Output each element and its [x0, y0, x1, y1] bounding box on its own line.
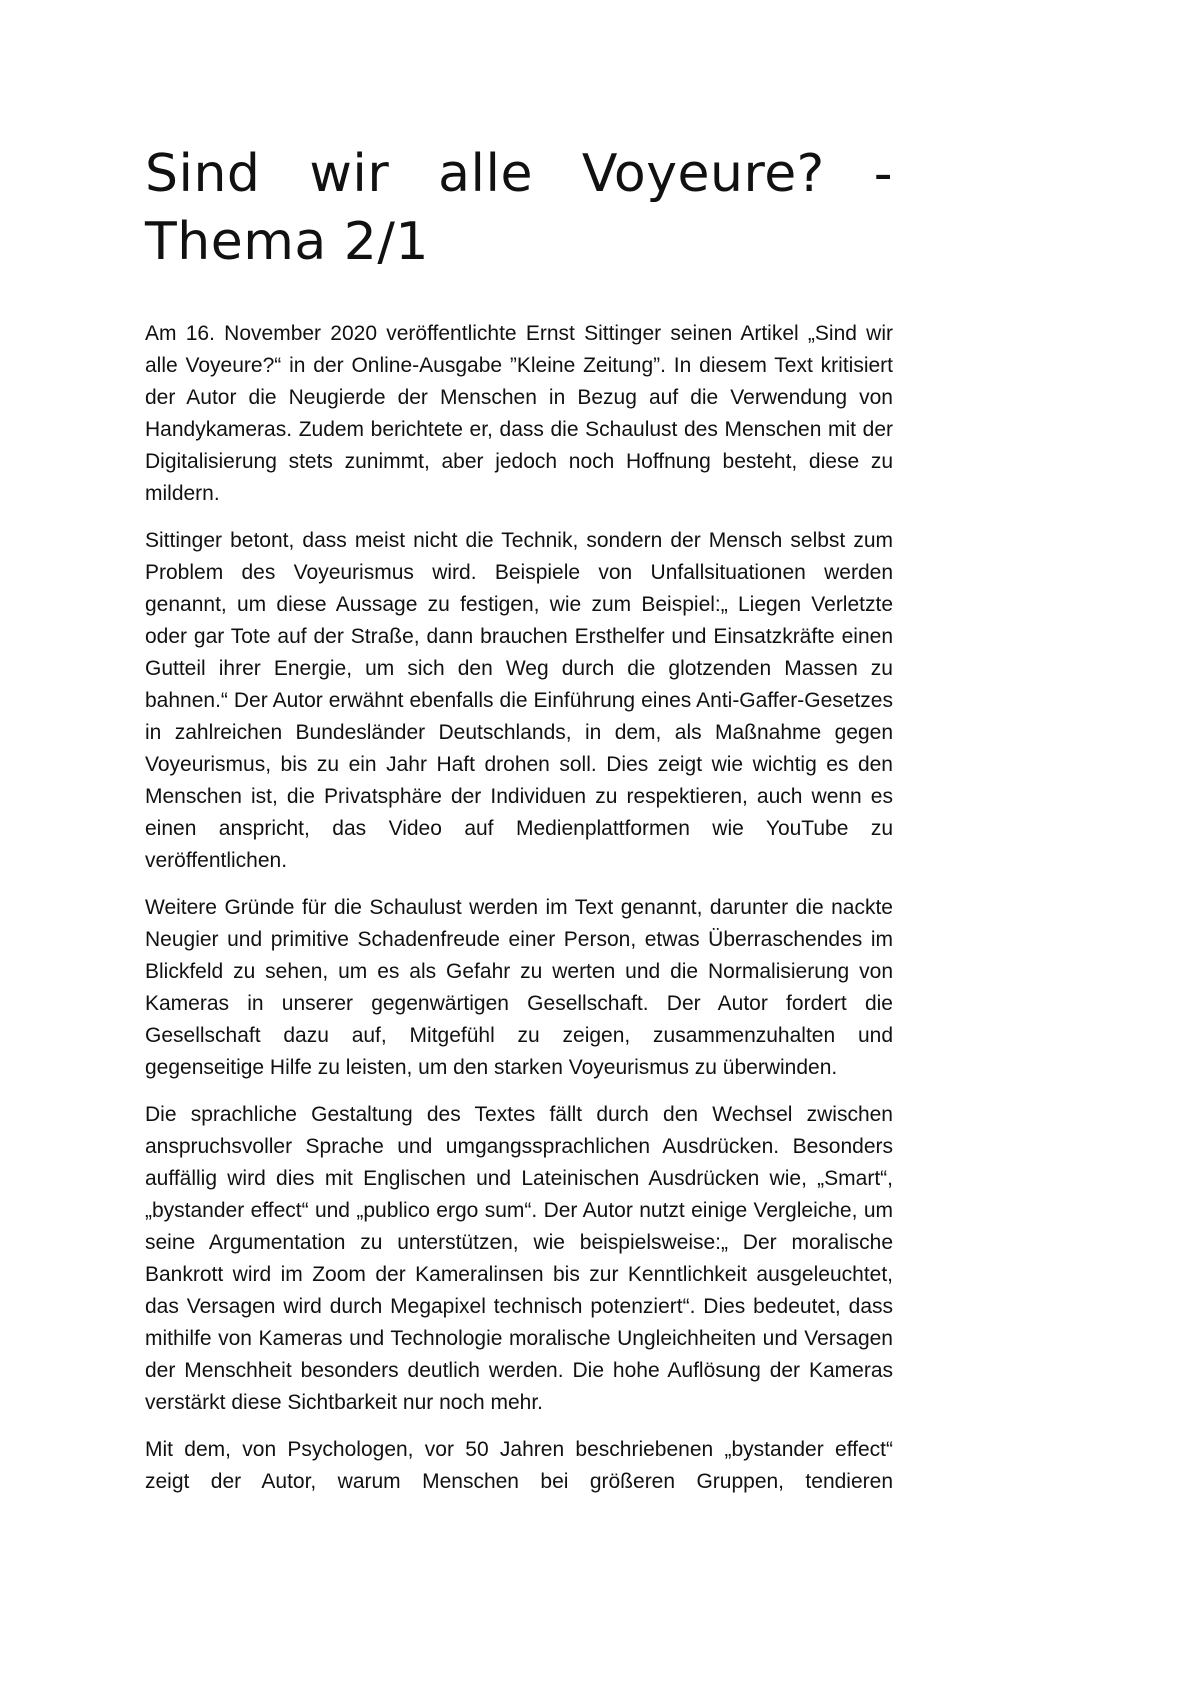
document-body — [145, 140, 893, 1513]
paragraph-5: Mit dem, von Psychologen, vor 50 Jahren beschriebenen „bystander effect“ zeigt der Autor, warum Menschen bei größeren Gruppen, tendieren — [145, 1438, 893, 1493]
paragraph-2: Sittinger betont, dass meist nicht die Technik, sondern der Mensch selbst zum Problem des Voyeurismus wird. Beispiele von Unfallsituationen werden genannt, um diese Aussage zu festigen, wie zum Beispiel:„ Liegen Verletzte oder gar Tote auf der Straße, dann brauchen Ersthelfer und Einsatzkräfte einen Gutteil ihrer Energie, um sich den Weg durch die glotzenden Massen zu bahnen.“ Der Autor erwähnt ebenfalls die Einführung eines Anti-Gaffer-Gesetzes in zahlreichen Bundesländer Deutschlands, in dem, als Maßnahme gegen Voyeurismus, bis zu ein Jahr Haft drohen soll. Dies zeigt wie wichtig es den Menschen ist, die Privatsphäre der Individuen zu respektieren, auch wenn es einen anspricht, das Video auf Medienplattformen wie YouTube zu veröffentlichen. — [145, 529, 893, 872]
document-title: Sind wir alle Voyeure? - Thema 2/1 — [145, 144, 893, 272]
paragraph-1: Am 16. November 2020 veröffentlichte Ernst Sittinger seinen Artikel „Sind wir alle Voyeure?“ in der Online-Ausgabe ”Kleine Zeitung”. In diesem Text kritisiert der Autor die Neugierde der Menschen in Bezug auf die Verwendung von Handykameras. Zudem berichtete er, dass die Schaulust des Menschen mit der Digitalisierung stets zunimmt, aber jedoch noch Hoffnung besteht, diese zu mildern. — [145, 322, 893, 505]
paragraph-4: Die sprachliche Gestaltung des Textes fällt durch den Wechsel zwischen anspruchsvoller Sprache und umgangssprachlichen Ausdrücken. Besonders auffällig wird dies mit Englischen und Lateinischen Ausdrücken wie, „Smart“, „bystander effect“ und „publico ergo sum“. Der Autor nutzt einige Vergleiche, um seine Argumentation zu unterstützen, wie beispielsweise:„ Der moralische Bankrott wird im Zoom der Kameralinsen bis zur Kenntlichkeit ausgeleuchtet, das Versagen wird durch Megapixel technisch potenziert“. Dies bedeutet, dass mithilfe von Kameras und Technologie moralische Ungleichheiten und Versagen der Menschheit besonders deutlich werden. Die hohe Auflösung der Kameras verstärkt diese Sichtbarkeit nur noch mehr. — [145, 1103, 893, 1414]
paragraph-3: Weitere Gründe für die Schaulust werden im Text genannt, darunter die nackte Neugier und primitive Schadenfreude einer Person, etwas Überraschendes im Blickfeld zu sehen, um es als Gefahr zu werten und die Normalisierung von Kameras in unserer gegenwärtigen Gesellschaft. Der Autor fordert die Gesellschaft dazu auf, Mitgefühl zu zeigen, zusammenzuhalten und gegenseitige Hilfe zu leisten, um den starken Voyeurismus zu überwinden. — [145, 896, 893, 1079]
